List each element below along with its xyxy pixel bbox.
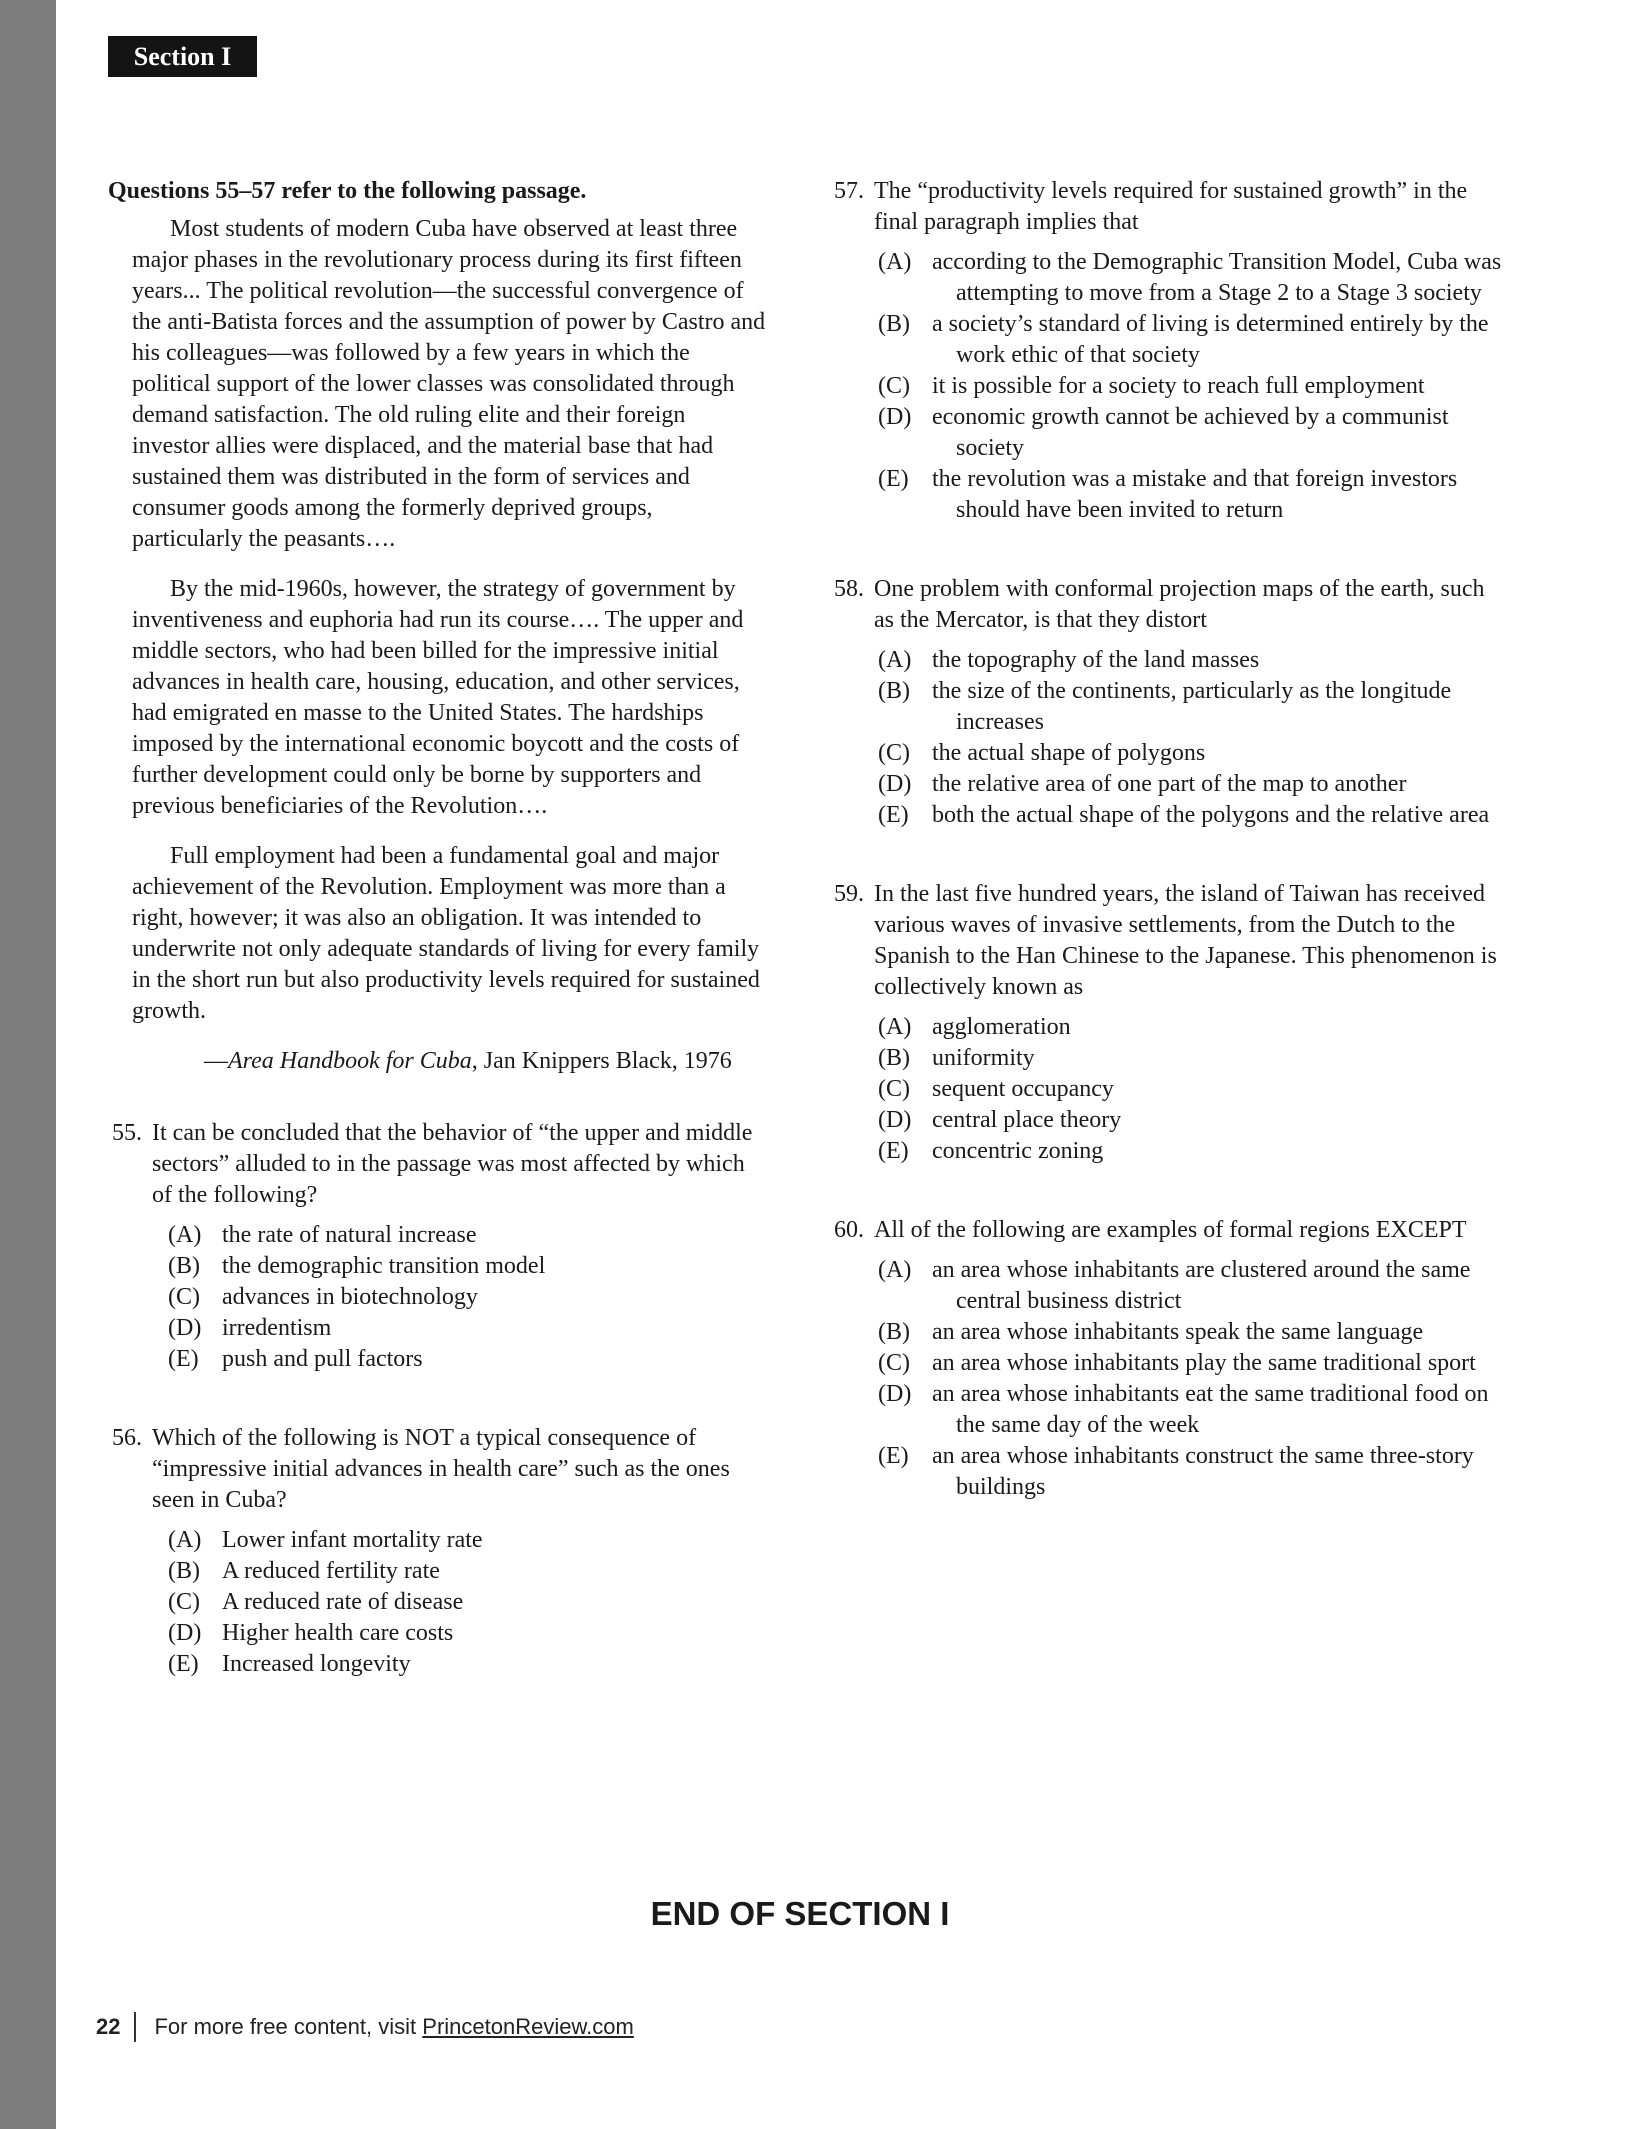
choice-text: an area whose inhabitants speak the same language bbox=[932, 1319, 1424, 1345]
choice-letter: (E) bbox=[878, 802, 909, 828]
choice-letter: (D) bbox=[878, 404, 912, 430]
choice-text: according to the Demographic Transition Model, Cuba was attempting to move from a Stage 2 to a Stage 3 society bbox=[932, 249, 1502, 306]
choice-letter: (D) bbox=[168, 1620, 202, 1646]
choice-letter: (A) bbox=[878, 1257, 912, 1283]
choice-text: concentric zoning bbox=[932, 1138, 1104, 1164]
question-number: 60. bbox=[834, 1217, 864, 1243]
answer-choice bbox=[878, 1105, 1510, 1136]
passage-paragraph: Most students of modern Cuba have observed at least three major phases in the revolutionary process during its first fifteen years... The political revolution—the successful convergence of the anti-Batista forces and the assumption of power by Castro and his colleagues—was followed by a few years in which the political support of the lower classes was consolidated through demand satisfaction. The old ruling elite and their foreign investor allies were displaced, and the material base that had sustained them was distributed in the form of services and consumer goods among the formerly deprived groups, particularly the peasants…. bbox=[132, 216, 766, 552]
question-59 bbox=[830, 879, 1510, 1167]
passage-heading: Questions 55–57 refer to the following passage. bbox=[108, 178, 587, 204]
choice-text: an area whose inhabitants construct the same three-story buildings bbox=[932, 1443, 1474, 1500]
choice-text: an area whose inhabitants play the same traditional sport bbox=[932, 1350, 1476, 1376]
choice-letter: (C) bbox=[878, 1350, 910, 1376]
choice-text: the topography of the land masses bbox=[932, 647, 1260, 673]
question-stem: In the last five hundred years, the island of Taiwan has received various waves of invasive settlements, from the Dutch to the Spanish to the Han Chinese to the Japanese. This phenomenon is collectively known as bbox=[874, 881, 1497, 1000]
passage-paragraph: Full employment had been a fundamental goal and major achievement of the Revolution. Employment was more than a right, however; it was also an obligation. It was intended to underwrite not only adequate standards of living for every family in the short run but also productivity levels required for sustained growth. bbox=[132, 843, 760, 1024]
answer-choice bbox=[878, 1255, 1510, 1317]
choice-text: the actual shape of polygons bbox=[932, 740, 1206, 766]
answer-choice bbox=[878, 1043, 1510, 1074]
footer-link[interactable]: PrincetonReview.com bbox=[422, 2014, 634, 2039]
choice-text: the size of the continents, particularly as the longitude increases bbox=[932, 678, 1452, 735]
choice-letter: (E) bbox=[878, 466, 909, 492]
choice-letter: (E) bbox=[878, 1138, 909, 1164]
choice-letter: (A) bbox=[168, 1222, 202, 1248]
right-column bbox=[830, 176, 1510, 1503]
choice-letter: (A) bbox=[878, 1014, 912, 1040]
choice-text: A reduced rate of disease bbox=[222, 1589, 464, 1615]
choice-letter: (D) bbox=[878, 1107, 912, 1133]
choice-letter: (A) bbox=[168, 1527, 202, 1553]
answer-choice bbox=[168, 1282, 768, 1313]
footer-divider bbox=[134, 2012, 136, 2042]
choice-text: both the actual shape of the polygons and the relative area bbox=[932, 802, 1490, 828]
answer-choice bbox=[878, 645, 1510, 676]
question-number: 59. bbox=[834, 881, 864, 907]
answer-choices bbox=[830, 247, 1510, 526]
answer-choice bbox=[878, 1441, 1510, 1503]
answer-choices bbox=[108, 1220, 768, 1375]
answer-choice bbox=[878, 769, 1510, 800]
choice-letter: (E) bbox=[168, 1346, 199, 1372]
choice-letter: (A) bbox=[878, 647, 912, 673]
question-stem: One problem with conformal projection maps of the earth, such as the Mercator, is that they distort bbox=[874, 576, 1485, 633]
answer-choice bbox=[878, 1317, 1510, 1348]
choice-letter: (B) bbox=[168, 1558, 200, 1584]
choice-text: it is possible for a society to reach full employment bbox=[932, 373, 1425, 399]
question-60 bbox=[830, 1215, 1510, 1503]
page-footer bbox=[96, 2012, 634, 2042]
choice-text: push and pull factors bbox=[222, 1346, 423, 1372]
answer-choice bbox=[878, 676, 1510, 738]
choice-text: an area whose inhabitants eat the same traditional food on the same day of the week bbox=[932, 1381, 1489, 1438]
choice-letter: (B) bbox=[878, 678, 910, 704]
answer-choice bbox=[878, 1074, 1510, 1105]
choice-text: the revolution was a mistake and that foreign investors should have been invited to return bbox=[932, 466, 1458, 523]
end-of-section-label: END OF SECTION I bbox=[650, 1895, 950, 1932]
choice-letter: (D) bbox=[168, 1315, 202, 1341]
answer-choice bbox=[168, 1344, 768, 1375]
choice-text: irredentism bbox=[222, 1315, 332, 1341]
answer-choice bbox=[168, 1556, 768, 1587]
attribution-author: , Jan Knippers Black, 1976 bbox=[471, 1048, 732, 1074]
choice-text: advances in biotechnology bbox=[222, 1284, 478, 1310]
passage bbox=[108, 214, 768, 1077]
answer-choice bbox=[168, 1313, 768, 1344]
section-tab: Section I bbox=[108, 36, 257, 77]
question-55 bbox=[108, 1118, 768, 1375]
answer-choice bbox=[878, 371, 1510, 402]
question-57 bbox=[830, 176, 1510, 526]
answer-choice bbox=[878, 309, 1510, 371]
answer-choice bbox=[168, 1251, 768, 1282]
answer-choice bbox=[878, 800, 1510, 831]
choice-text: Lower infant mortality rate bbox=[222, 1527, 483, 1553]
answer-choice bbox=[878, 1136, 1510, 1167]
choice-text: the relative area of one part of the map to another bbox=[932, 771, 1407, 797]
answer-choice bbox=[168, 1220, 768, 1251]
answer-choice bbox=[168, 1525, 768, 1556]
choice-letter: (E) bbox=[168, 1651, 199, 1677]
answer-choice bbox=[168, 1618, 768, 1649]
choice-letter: (E) bbox=[878, 1443, 909, 1469]
choice-text: Higher health care costs bbox=[222, 1620, 454, 1646]
answer-choices bbox=[108, 1525, 768, 1680]
choice-text: an area whose inhabitants are clustered around the same central business district bbox=[932, 1257, 1471, 1314]
answer-choice bbox=[878, 1348, 1510, 1379]
answer-choice bbox=[168, 1587, 768, 1618]
choice-letter: (C) bbox=[168, 1284, 200, 1310]
choice-text: economic growth cannot be achieved by a communist society bbox=[932, 404, 1449, 461]
answer-choice bbox=[878, 738, 1510, 769]
attribution-title: Area Handbook for Cuba bbox=[228, 1048, 472, 1074]
choice-letter: (C) bbox=[168, 1589, 200, 1615]
choice-text: A reduced fertility rate bbox=[222, 1558, 440, 1584]
choice-text: sequent occupancy bbox=[932, 1076, 1114, 1102]
page-number: 22 bbox=[96, 2014, 121, 2039]
answer-choice bbox=[878, 464, 1510, 526]
choice-letter: (B) bbox=[878, 1045, 910, 1071]
choice-letter: (C) bbox=[878, 373, 910, 399]
choice-letter: (D) bbox=[878, 1381, 912, 1407]
question-number: 55. bbox=[112, 1120, 142, 1146]
choice-letter: (A) bbox=[878, 249, 912, 275]
choice-text: a society’s standard of living is determined entirely by the work ethic of that society bbox=[932, 311, 1489, 368]
question-stem: Which of the following is NOT a typical consequence of “impressive initial advances in health care” such as the ones seen in Cuba? bbox=[152, 1425, 730, 1513]
page-edge-bar bbox=[0, 0, 56, 2129]
question-number: 57. bbox=[834, 178, 864, 204]
answer-choice bbox=[878, 247, 1510, 309]
answer-choices bbox=[830, 1255, 1510, 1503]
question-stem: It can be concluded that the behavior of “the upper and middle sectors” alluded to in the passage was most affected by which of the following? bbox=[152, 1120, 753, 1208]
footer-text: For more free content, visit bbox=[154, 2014, 417, 2039]
question-58 bbox=[830, 574, 1510, 831]
passage-attribution bbox=[132, 1046, 768, 1077]
answer-choices bbox=[830, 1012, 1510, 1167]
choice-letter: (B) bbox=[878, 311, 910, 337]
attribution-dash: — bbox=[204, 1048, 228, 1074]
question-stem: All of the following are examples of formal regions EXCEPT bbox=[874, 1217, 1467, 1243]
answer-choice bbox=[168, 1649, 768, 1680]
left-column bbox=[108, 176, 768, 1680]
question-number: 56. bbox=[112, 1425, 142, 1451]
choice-letter: (D) bbox=[878, 771, 912, 797]
choice-text: agglomeration bbox=[932, 1014, 1071, 1040]
question-56 bbox=[108, 1423, 768, 1680]
choice-text: uniformity bbox=[932, 1045, 1035, 1071]
answer-choice bbox=[878, 1379, 1510, 1441]
choice-letter: (C) bbox=[878, 1076, 910, 1102]
passage-paragraph: By the mid-1960s, however, the strategy of government by inventiveness and euphoria had run its course…. The upper and middle sectors, who had been billed for the impressive initial advances in health care, housing, education, and other services, had emigrated en masse to the United States. The hardships imposed by the international economic boycott and the costs of further development could only be borne by supporters and previous beneficiaries of the Revolution…. bbox=[132, 576, 744, 819]
choice-text: the demographic transition model bbox=[222, 1253, 546, 1279]
answer-choices bbox=[830, 645, 1510, 831]
question-number: 58. bbox=[834, 576, 864, 602]
choice-text: the rate of natural increase bbox=[222, 1222, 477, 1248]
choice-letter: (B) bbox=[878, 1319, 910, 1345]
answer-choice bbox=[878, 1012, 1510, 1043]
choice-text: Increased longevity bbox=[222, 1651, 411, 1677]
answer-choice bbox=[878, 402, 1510, 464]
question-stem: The “productivity levels required for sustained growth” in the final paragraph implies that bbox=[874, 178, 1468, 235]
choice-letter: (B) bbox=[168, 1253, 200, 1279]
choice-letter: (C) bbox=[878, 740, 910, 766]
choice-text: central place theory bbox=[932, 1107, 1122, 1133]
